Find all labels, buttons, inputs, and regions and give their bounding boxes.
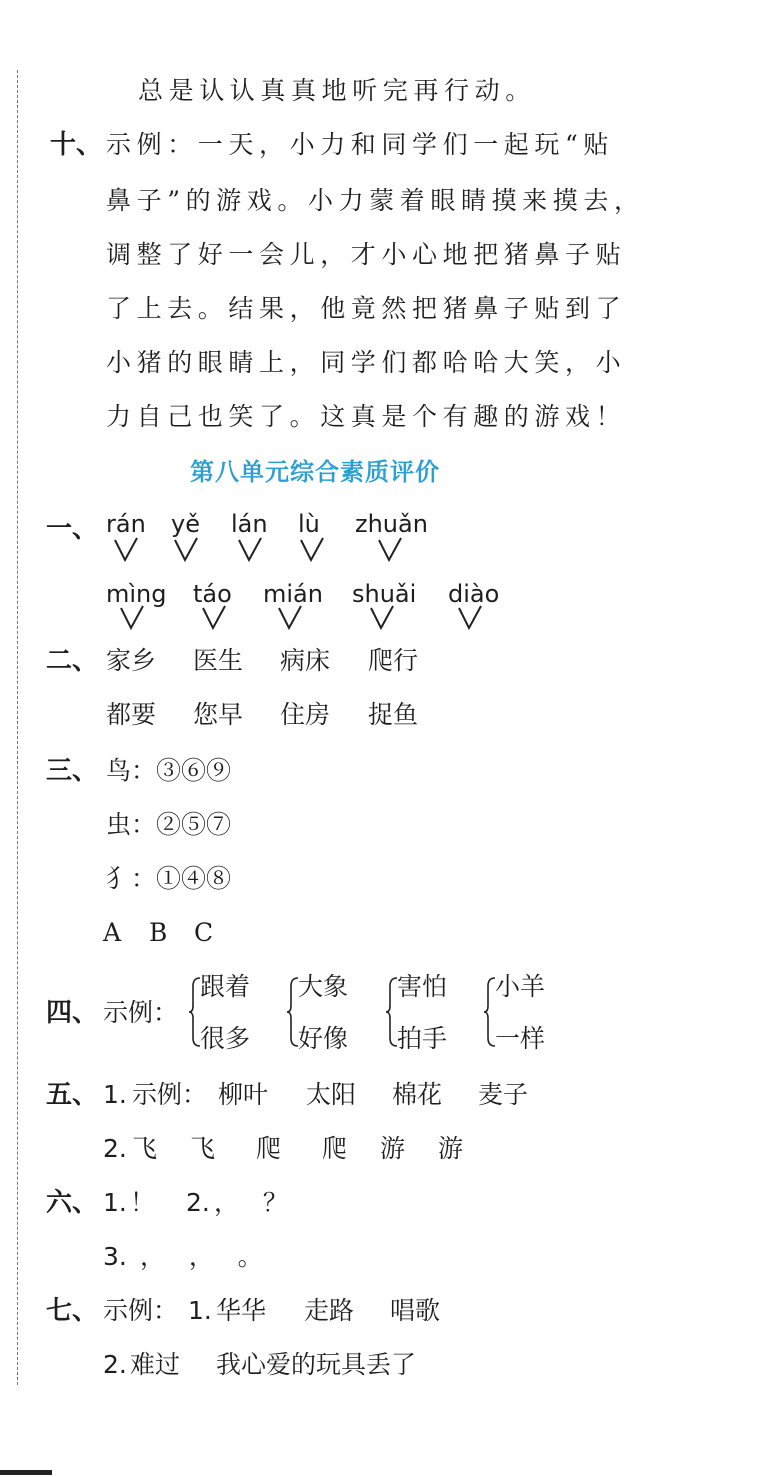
pinyin-6: mìng bbox=[106, 580, 167, 608]
s4-word: 一样 bbox=[495, 1024, 546, 1053]
s3-option-a: A bbox=[103, 918, 122, 947]
pinyin-10: diào bbox=[448, 580, 500, 608]
check-mark-icon bbox=[456, 604, 484, 632]
s3-label: 三、 bbox=[46, 756, 99, 786]
s6-num-1: 1. bbox=[103, 1188, 127, 1217]
q10-label: 十、 bbox=[50, 130, 103, 160]
check-mark-icon bbox=[172, 536, 200, 564]
s5-num-1: 1. bbox=[103, 1080, 127, 1109]
s6-marks-1: ！ bbox=[130, 1188, 156, 1217]
binding-margin-line bbox=[17, 70, 18, 1385]
s6-num-2: 2. bbox=[186, 1188, 210, 1217]
s5-char: 飞 bbox=[132, 1134, 158, 1163]
check-mark-icon bbox=[200, 604, 228, 632]
s2-word: 病床 bbox=[280, 646, 331, 675]
q10-line-4: 了上去。结果，他竟然把猪鼻子贴到了 bbox=[106, 294, 627, 323]
s5-char: 爬 bbox=[256, 1134, 282, 1163]
s2-label: 二、 bbox=[46, 646, 99, 676]
s5-word: 麦子 bbox=[478, 1080, 529, 1109]
s5-char: 游 bbox=[380, 1134, 406, 1163]
check-mark-icon bbox=[298, 536, 326, 564]
s3-line-2: 虫：②⑤⑦ bbox=[106, 810, 232, 839]
check-mark-icon bbox=[118, 604, 146, 632]
q10-line-6: 力自己也笑了。这真是个有趣的游戏！ bbox=[106, 402, 627, 431]
s2-word: 都要 bbox=[106, 700, 157, 729]
pinyin-4: lù bbox=[298, 510, 320, 538]
s4-word: 害怕 bbox=[397, 972, 448, 1001]
pinyin-8: mián bbox=[263, 580, 323, 608]
check-mark-icon bbox=[276, 604, 304, 632]
s2-word: 住房 bbox=[280, 700, 331, 729]
s5-char: 爬 bbox=[322, 1134, 348, 1163]
s4-word: 小羊 bbox=[495, 972, 546, 1001]
s5-word: 柳叶 bbox=[218, 1080, 269, 1109]
prev-answer-line: 总是认认真真地听完再行动。 bbox=[138, 76, 536, 105]
q10-line-5: 小猪的眼睛上，同学们都哈哈大笑，小 bbox=[106, 348, 627, 377]
bottom-margin-mark bbox=[0, 1470, 52, 1475]
check-mark-icon bbox=[236, 536, 264, 564]
pinyin-9: shuǎi bbox=[352, 580, 417, 608]
s7-word: 难过 bbox=[130, 1350, 181, 1379]
pinyin-3: lán bbox=[231, 510, 268, 538]
s3-line-1: 鸟：③⑥⑨ bbox=[106, 756, 232, 785]
s5-char: 游 bbox=[438, 1134, 464, 1163]
s4-word: 好像 bbox=[298, 1024, 349, 1053]
s7-num-2: 2. bbox=[103, 1350, 127, 1379]
s5-word: 棉花 bbox=[392, 1080, 443, 1109]
s5-word: 太阳 bbox=[306, 1080, 357, 1109]
s4-word: 拍手 bbox=[397, 1024, 448, 1053]
check-mark-icon bbox=[368, 604, 396, 632]
s7-word: 走路 bbox=[304, 1296, 355, 1325]
s6-label: 六、 bbox=[46, 1188, 99, 1218]
s6-num-3: 3. bbox=[103, 1242, 127, 1271]
s7-label: 七、 bbox=[46, 1296, 99, 1326]
section-title: 第八单元综合素质评价 bbox=[190, 458, 440, 486]
s7-prefix: 示例： bbox=[103, 1296, 179, 1325]
s2-word: 爬行 bbox=[368, 646, 419, 675]
check-mark-icon bbox=[112, 536, 140, 564]
s5-label: 五、 bbox=[46, 1080, 99, 1110]
s3-option-b: B bbox=[149, 918, 168, 947]
s2-word: 捉鱼 bbox=[368, 700, 419, 729]
s4-prefix: 示例： bbox=[103, 998, 179, 1027]
s7-num-1: 1. bbox=[188, 1296, 212, 1325]
s7-sentence: 我心爱的玩具丢了 bbox=[216, 1350, 417, 1379]
q10-line-3: 调整了好一会儿，才小心地把猪鼻子贴 bbox=[106, 240, 627, 269]
pinyin-5: zhuǎn bbox=[355, 510, 428, 538]
s7-word: 唱歌 bbox=[390, 1296, 441, 1325]
s3-line-3: 犭：①④⑧ bbox=[106, 864, 232, 893]
pinyin-2: yě bbox=[171, 510, 200, 538]
s5-num-2: 2. bbox=[103, 1134, 127, 1163]
s3-option-c: C bbox=[194, 918, 214, 947]
s5-char: 飞 bbox=[190, 1134, 216, 1163]
s6-marks-3: ， ， 。 bbox=[140, 1242, 263, 1271]
pinyin-7: táo bbox=[193, 580, 232, 608]
s4-label: 四、 bbox=[46, 998, 99, 1028]
pinyin-1: rán bbox=[106, 510, 146, 538]
s1-label: 一、 bbox=[46, 514, 99, 544]
s2-word: 医生 bbox=[193, 646, 244, 675]
q10-line-1: 示例：一天，小力和同学们一起玩“贴 bbox=[106, 130, 614, 159]
s2-word: 您早 bbox=[193, 700, 244, 729]
s2-word: 家乡 bbox=[106, 646, 157, 675]
s7-word: 华华 bbox=[216, 1296, 267, 1325]
q10-line-2: 鼻子”的游戏。小力蒙着眼睛摸来摸去， bbox=[106, 186, 645, 215]
check-mark-icon bbox=[376, 536, 404, 564]
s4-word: 跟着 bbox=[200, 972, 251, 1001]
s6-marks-2: ， ？ bbox=[214, 1188, 288, 1217]
s4-word: 很多 bbox=[200, 1024, 251, 1053]
s4-word: 大象 bbox=[298, 972, 349, 1001]
s5-prefix: 示例： bbox=[132, 1080, 208, 1109]
